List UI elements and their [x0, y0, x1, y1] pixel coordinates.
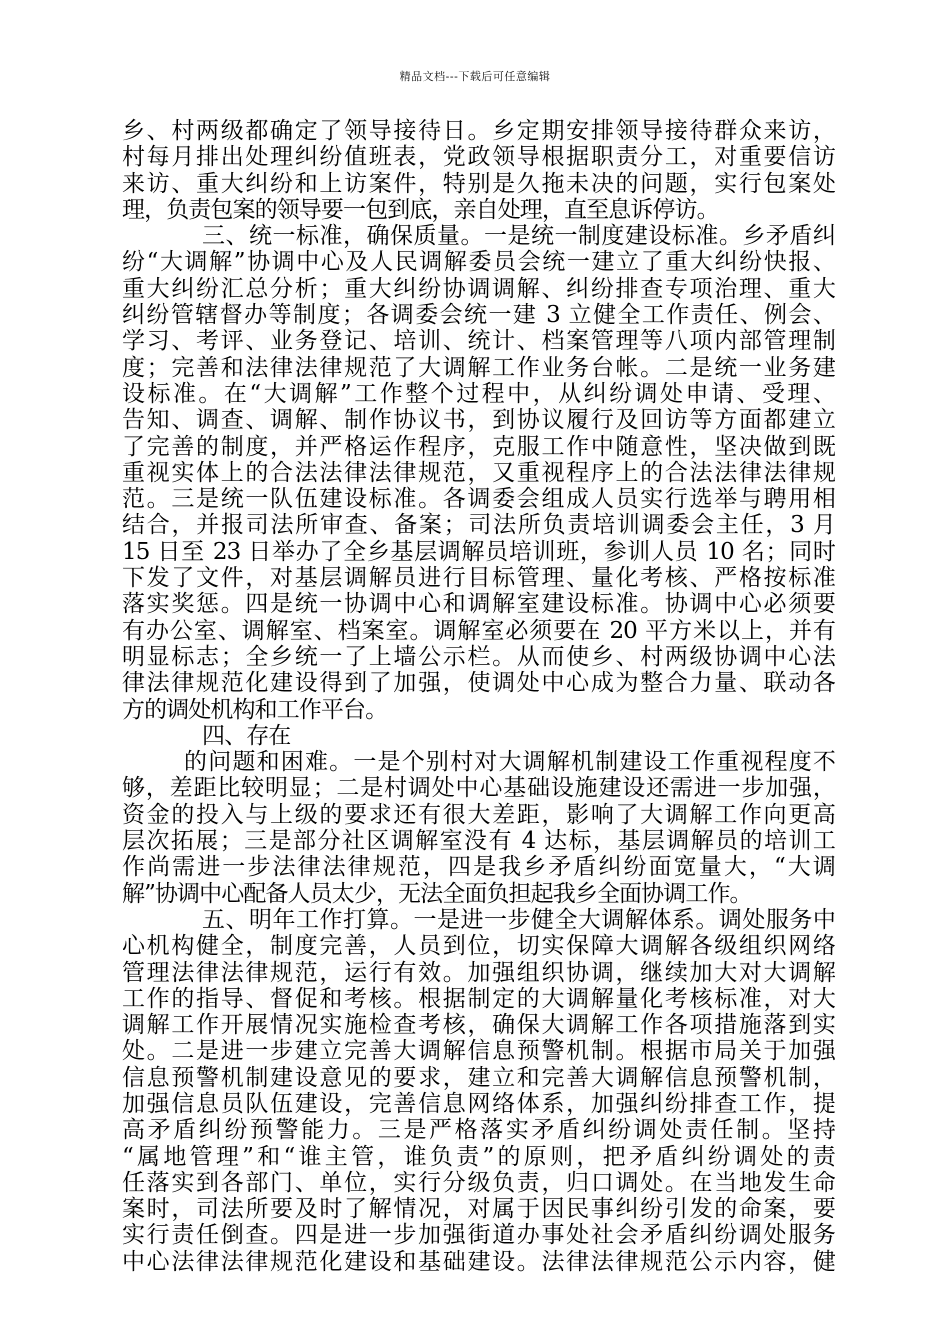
text-line: 层次拓展；三是部分社区调解室没有 4 达标，基层调解员的培训工: [122, 828, 835, 855]
text-line: 实行责任倒查。四是进一步加强街道办事处社会矛盾纠纷调处服务: [122, 1222, 835, 1249]
text-line: 来访、重大纠纷和上访案件，特别是久拖未决的问题，实行包案处: [122, 170, 835, 197]
text-line: 任落实到各部门、单位，实行分级负责，归口调处。在当地发生命: [122, 1169, 835, 1196]
text-line: 处。二是进一步建立完善大调解信息预警机制。根据市局关于加强: [122, 1038, 835, 1065]
text-line: 范。三是统一队伍建设标准。各调委会组成人员实行选举与聘用相: [122, 486, 835, 513]
text-line: 案时，司法所要及时了解情况，对属于因民事纠纷引发的命案，要: [122, 1196, 835, 1223]
text-line: 重大纠纷汇总分析；重大纠纷协调调解、纠纷排查专项治理、重大: [122, 275, 835, 302]
section-heading-line: 五、明年工作打算。一是进一步健全大调解体系。调处服务中: [202, 906, 835, 933]
text-line: 设标准。在“大调解”工作整个过程中，从纠纷调处申请、受理、: [122, 380, 835, 407]
text-line: 村每月排出处理纠纷值班表，党政领导根据职责分工，对重要信访: [122, 144, 835, 171]
text-line: 资金的投入与上级的要求还有很大差距，影响了大调解工作向更高: [122, 801, 835, 828]
text-line: 理，负责包案的领导要一包到底，亲自处理，直至息诉停访。: [122, 196, 719, 223]
section-heading-line: 四、存在: [202, 722, 291, 749]
text-line: 的问题和困难。一是个别村对大调解机制建设工作重视程度不: [184, 749, 835, 776]
text-line: 作尚需进一步法律法律规范，四是我乡矛盾纠纷面宽量大，“大调: [122, 854, 835, 881]
text-line: 解”协调中心配备人员太少，无法全面负担起我乡全面协调工作。: [122, 880, 752, 907]
text-line: 心机构健全，制度完善，人员到位，切实保障大调解各级组织网络: [122, 933, 835, 960]
document-body: [122, 118, 835, 1275]
text-line: 加强信息员队伍建设，完善信息网络体系，加强纠纷排查工作，提: [122, 1090, 835, 1117]
text-line: 律法律规范化建设得到了加强，使调处中心成为整合力量、联动各: [122, 670, 835, 697]
text-line: 度；完善和法律法律规范了大调解工作业务台帐。二是统一业务建: [122, 354, 835, 381]
page-header: 精品文档---下载后可任意编辑: [399, 70, 551, 83]
text-line: 够，差距比较明显；二是村调处中心基础设施建设还需进一步加强，: [122, 775, 835, 802]
text-line: 明显标志；全乡统一了上墙公示栏。从而使乡、村两级协调中心法: [122, 643, 835, 670]
text-line: 乡、村两级都确定了领导接待日。乡定期安排领导接待群众来访，: [122, 118, 835, 144]
text-line: 了完善的制度，并严格运作程序，克服工作中随意性，坚决做到既: [122, 433, 835, 460]
text-line: 调解工作开展情况实施检查考核，确保大调解工作各项措施落到实: [122, 1012, 835, 1039]
text-line: 15 日至 23 日举办了全乡基层调解员培训班，参训人员 10 名；同时: [122, 538, 835, 565]
text-line: 纷“大调解”协调中心及人民调解委员会统一建立了重大纠纷快报、: [122, 249, 835, 276]
text-line: “属地管理”和“谁主管，谁负责”的原则，把矛盾纠纷调处的责: [122, 1143, 835, 1170]
text-line: 告知、调查、调解、制作协议书，到协议履行及回访等方面都建立: [122, 407, 835, 434]
text-line: 有办公室、调解室、档案室。调解室必须要在 20 平方米以上，并有: [122, 617, 835, 644]
text-line: 学习、考评、业务登记、培训、统计、档案管理等八项内部管理制: [122, 328, 835, 355]
text-line: 方的调处机构和工作平台。: [122, 696, 388, 723]
text-line: 中心法律法律规范化建设和基础建设。法律法律规范公示内容，健: [122, 1248, 835, 1275]
text-line: 重视实体上的合法法律法律规范，又重视程序上的合法法律法律规: [122, 459, 835, 486]
text-line: 落实奖惩。四是统一协调中心和调解室建设标准。协调中心必须要: [122, 591, 835, 618]
text-line: 下发了文件，对基层调解员进行目标管理、量化考核、严格按标准: [122, 565, 835, 592]
text-line: 信息预警机制建设意见的要求，建立和完善大调解信息预警机制，: [122, 1064, 835, 1091]
text-line: 结合，并报司法所审查、备案；司法所负责培训调委会主任，3 月: [122, 512, 835, 539]
text-line: 工作的指导、督促和考核。根据制定的大调解量化考核标准，对大: [122, 985, 835, 1012]
text-line: 高矛盾纠纷预警能力。三是严格落实矛盾纠纷调处责任制。坚持: [122, 1117, 835, 1144]
text-line: 纠纷管辖督办等制度；各调委会统一建 3 立健全工作责任、例会、: [122, 302, 835, 329]
section-heading-line: 三、统一标准，确保质量。一是统一制度建设标准。乡矛盾纠: [202, 223, 835, 250]
text-line: 管理法律法律规范，运行有效。加强组织协调，继续加大对大调解: [122, 959, 835, 986]
